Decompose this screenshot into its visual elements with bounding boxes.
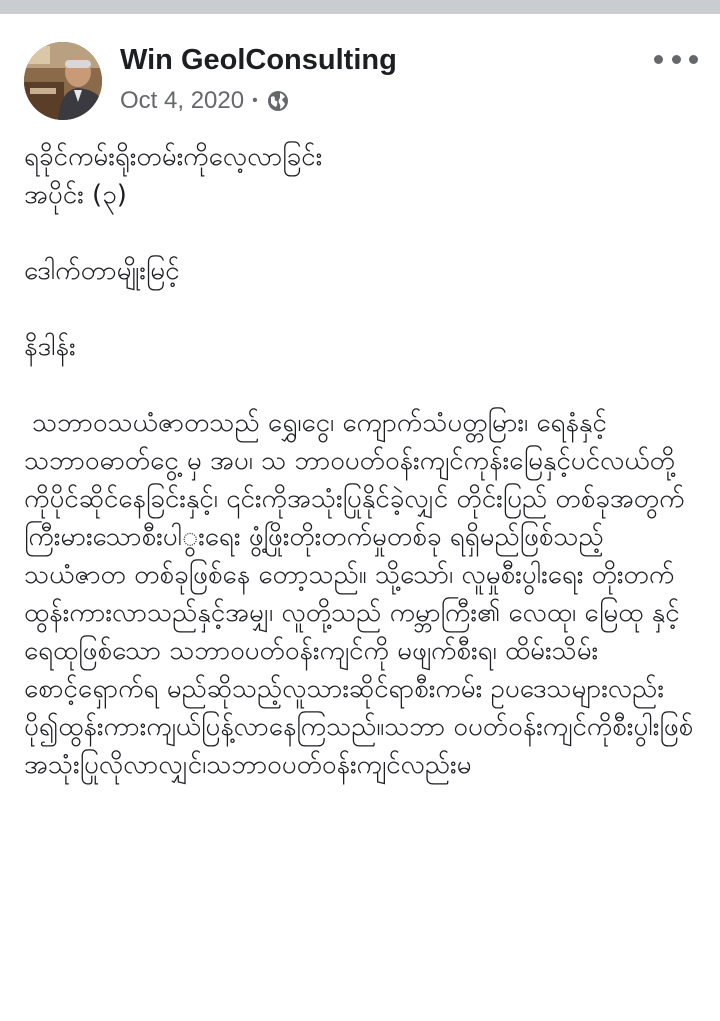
- more-options-icon[interactable]: [654, 44, 698, 74]
- section-heading: နိဒါန်း: [24, 332, 76, 362]
- post-title-line-1: ရခိုင်ကမ်းရိုးတမ်းကိုလေ့လာခြင်း: [24, 142, 323, 172]
- avatar-photo: [24, 42, 102, 120]
- spacer: [24, 214, 700, 252]
- spacer: [24, 366, 700, 404]
- post-body: [24, 138, 700, 1021]
- post-author-line: ဒေါက်တာမျိုးမြင့်: [24, 256, 180, 286]
- more-dot: [689, 55, 698, 64]
- post-paragraph: သဘာဝသယံဇာတသည် ရွှေ၊ငွေ၊ ကျောက်သံပတ္တမြား၊ ရေနံနှင့်သဘာဝဓာတ်ငွေ့ မှ အပ၊ သ ဘာဝပတ်ဝန်းကျင်ကုန်းမြေနှင့်ပင်လယ်တို့ကိုပိုင်ဆိုင်နေခြင်းနှင့်၊ ၎င်းကိုအသုံးပြုနိုင်ခဲ့လျှင် တိုင်းပြည် တစ်ခုအတွက်ကြီးမားသောစီးပါွးရေး ဖွံ့ဖြိုးတိုးတက်မှုတစ်ခု ရရှိမည်ဖြစ်သည့်သယံဇာတ တစ်ခုဖြစ်နေ တော့သည်။ သို့သော်၊ လူမှုစီးပွါးရေး တိုးတက်ထွန်းကားလာသည်နှင့်အမျှ၊ လူတို့သည် ကမ္ဘာကြီး၏ လေထု၊ မြေထု နှင့် ရေထုဖြစ်သော သဘာဝပတ်ဝန်းကျင်ကို မဖျက်စီးရ၊ ထိမ်းသိမ်း စောင့်ရှောက်ရ မည်ဆိုသည့်လူသားဆိုင်ရာစီးကမ်း ဥပဒေသများလည်းပို၍ထွန်းကားကျယ်ပြန့်လာနေကြသည်။သဘာ ဝပတ်ဝန်းကျင်ကိုစီးပွါးဖြစ် အသုံးပြုလိုလာလျှင်၊သဘာဝပတ်ဝန်းကျင်လည်းမ: [24, 408, 694, 780]
- meta-separator: •: [252, 92, 258, 109]
- post-header: [22, 40, 702, 122]
- globe-icon[interactable]: [266, 89, 290, 113]
- post-date[interactable]: Oct 4, 2020: [120, 87, 245, 114]
- author-name[interactable]: Win GeolConsulting: [120, 44, 397, 76]
- author-avatar[interactable]: [24, 42, 102, 120]
- post-meta: [120, 84, 290, 118]
- top-separator-bar: [0, 0, 720, 14]
- spacer: [24, 290, 700, 328]
- more-dot: [672, 55, 681, 64]
- post-title-line-2: အပိုင်း (၃): [24, 180, 127, 210]
- more-dot: [654, 55, 663, 64]
